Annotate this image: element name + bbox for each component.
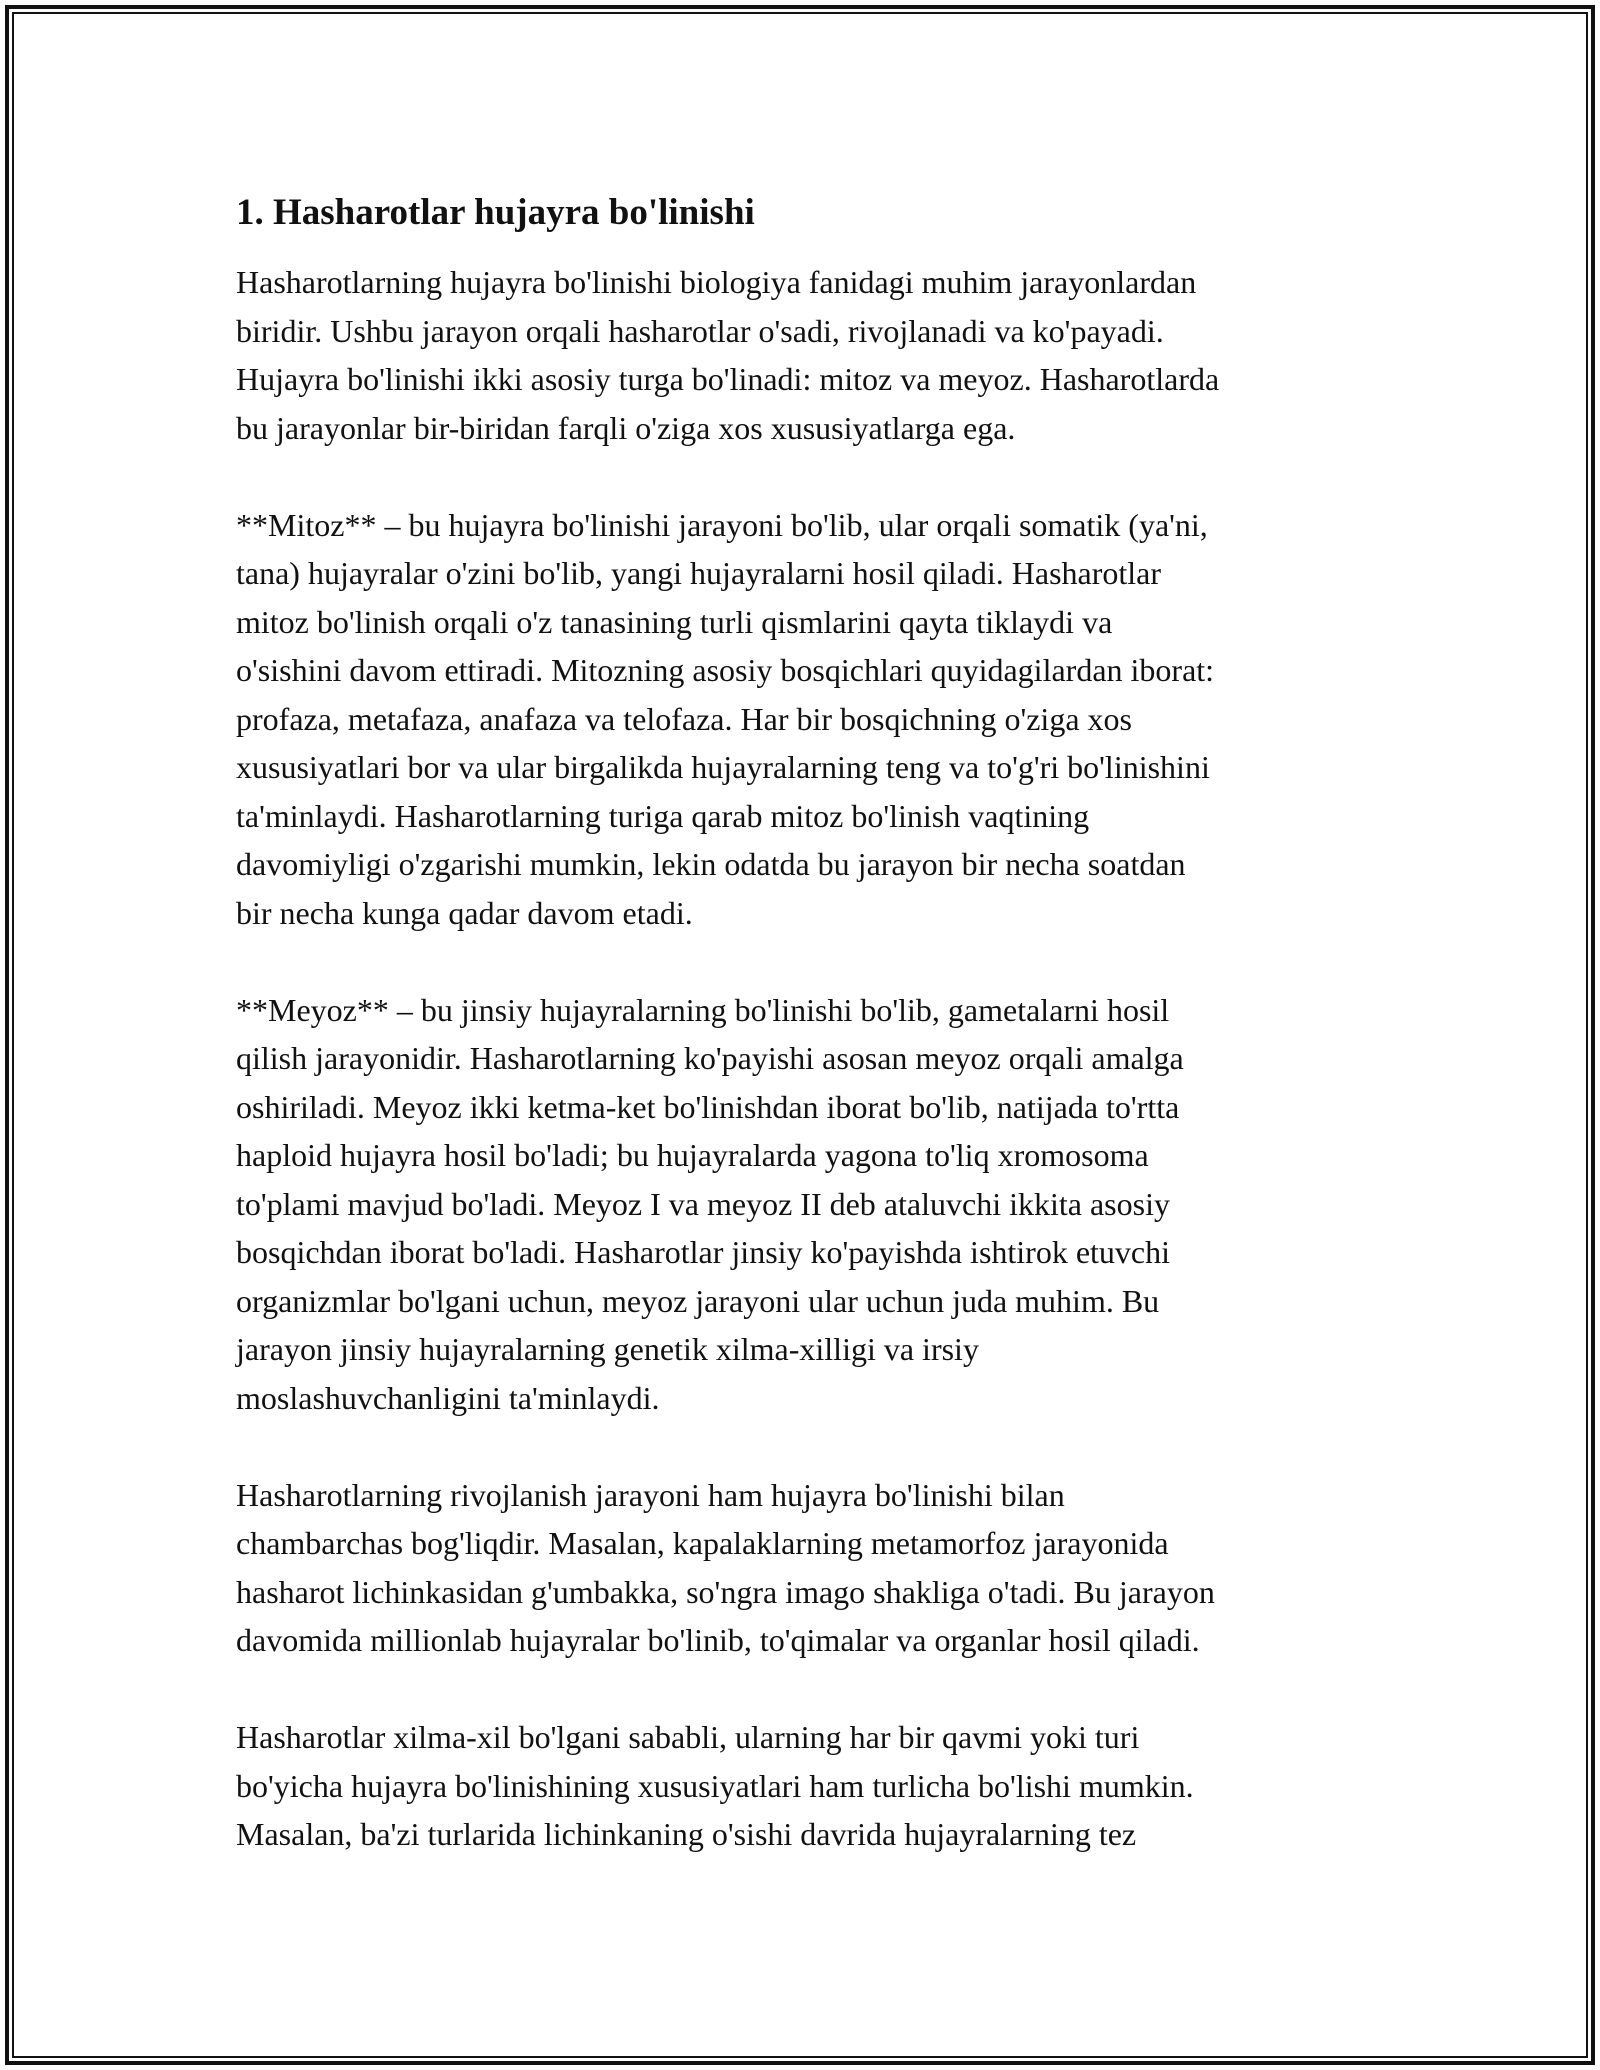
section-heading: 1. Hasharotlar hujayra bo'linishi [236,192,755,233]
paragraph-diversity: Hasharotlar xilma-xil bo'lgani sababli, ularning har bir qavmi yoki turi bo'yicha hujayra bo'linishining xususiyatlari ham turlicha bo'lishi mumkin. Masalan, ba'zi turlarida lichinkaning o'sishi davrida hujayralarning tez [236,1719,1194,1852]
paragraph-development: Hasharotlarning rivojlanish jarayoni ham hujayra bo'linishi bilan chambarchas bog'liqdir. Masalan, kapalaklarning metamorfoz jarayonida hasharot lichinkasidan g'umbakka, so'ngra imago shakliga o'tadi. Bu jarayon davomida millionlab hujayralar bo'linib, to'qimalar va organlar hosil qiladi. [236,1476,1215,1658]
paragraph-intro: Hasharotlarning hujayra bo'linishi biologiya fanidagi muhim jarayonlardan biridir. Ushbu jarayon orqali hasharotlar o'sadi, rivojlanadi va ko'payadi. Hujayra bo'linishi ikki asosiy turga bo'linadi: mitoz va meyoz. Hasharotlarda bu jarayonlar bir-biridan farqli o'ziga xos xususiyatlarga ega. [236,264,1220,446]
paragraph-mitoz: **Mitoz** – bu hujayra bo'linishi jarayoni bo'lib, ular orqali somatik (ya'ni, tana) hujayralar o'zini bo'lib, yangi hujayralarni hosil qiladi. Hasharotlar mitoz bo'linish orqali o'z tanasining turli qismlarini qayta tiklaydi va o'sishini davom ettiradi. Mitozning asosiy bosqichlari quyidagilardan iborat: profaza, metafaza, anafaza va telofaza. Har bir bosqichning o'ziga xos xususiyatlari bor va ular birgalikda hujayralarning teng va to'g'ri bo'linishini ta'minlaydi. Hasharotlarning turiga qarab mitoz bo'linish vaqtining davomiyligi o'zgarishi mumkin, lekin odatda bu jarayon bir necha soatdan bir necha kunga qadar davom etadi. [236,506,1215,931]
document-body [236,186,1376,1859]
paragraph-meyoz: **Meyoz** – bu jinsiy hujayralarning bo'linishi bo'lib, gametalarni hosil qilish jarayonidir. Hasharotlarning ko'payishi asosan meyoz orqali amalga oshiriladi. Meyoz ikki ketma-ket bo'linishdan iborat bo'lib, natijada to'rtta haploid hujayra hosil bo'ladi; bu hujayralarda yagona to'liq xromosoma to'plami mavjud bo'ladi. Meyoz I va meyoz II deb ataluvchi ikkita asosiy bosqichdan iborat bo'ladi. Hasharotlar jinsiy ko'payishda ishtirok etuvchi organizmlar bo'lgani uchun, meyoz jarayoni ular uchun juda muhim. Bu jarayon jinsiy hujayralarning genetik xilma-xilligi va irsiy moslashuvchanligini ta'minlaydi. [236,991,1184,1416]
